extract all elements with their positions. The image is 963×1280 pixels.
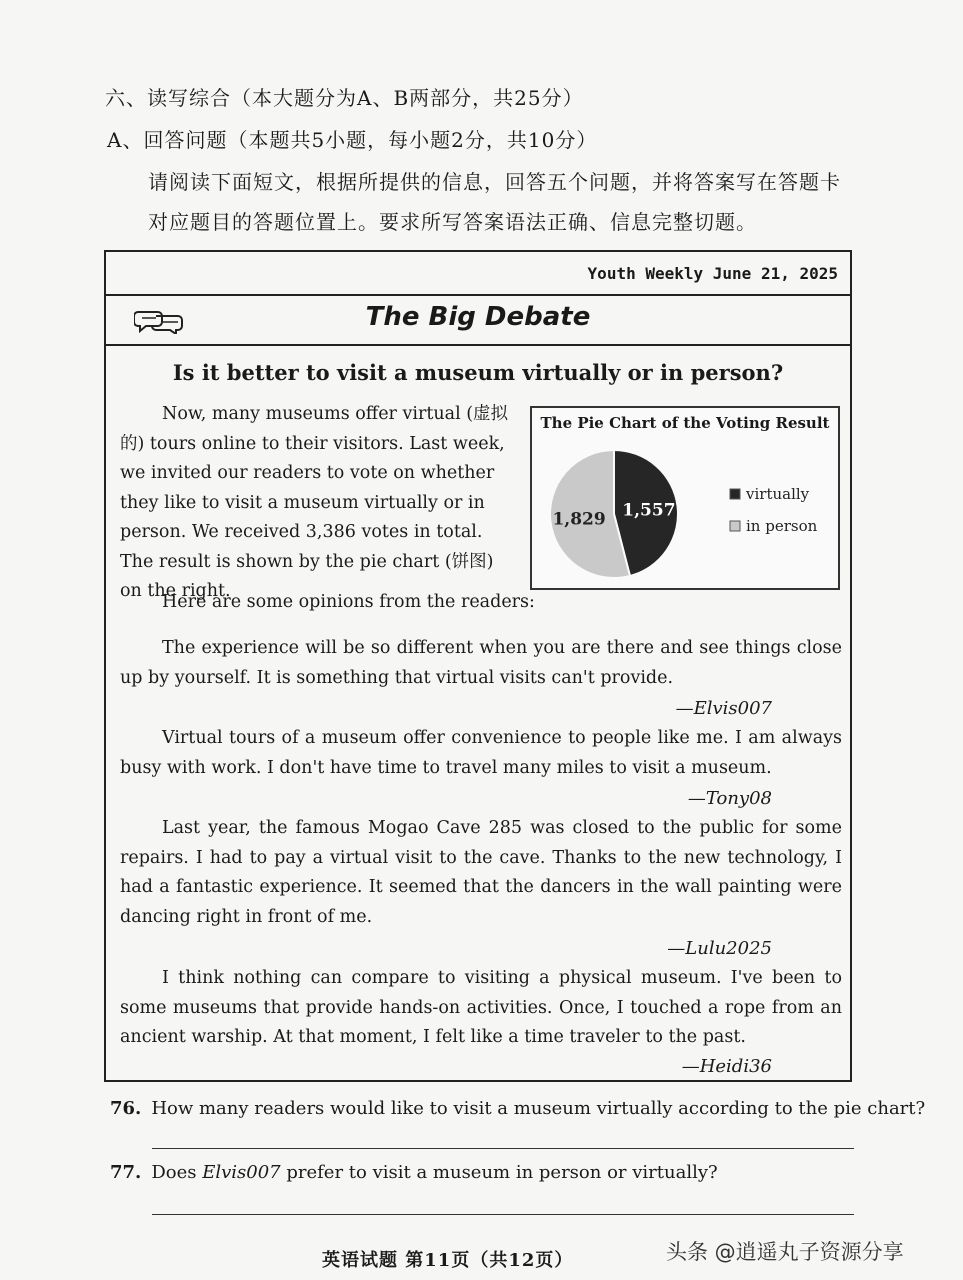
legend-swatch [730,521,740,531]
opinion-author: —Heidi36 [681,1056,772,1077]
question-number: 77. [110,1162,142,1183]
answer-line-76[interactable] [152,1148,854,1149]
legend-label: virtually [746,485,810,503]
instruction-line-1: 请阅读下面短文，根据所提供的信息，回答五个问题，并将答案写在答题卡 [148,170,841,194]
divider [106,344,850,346]
opinion-author: —Lulu2025 [667,938,772,959]
opinion-text: The experience will be so different when you are there and see things close up by yourself. It is something that virtual visits can't provide. [120,638,842,688]
question-number: 76. [110,1098,142,1119]
page-footer: 英语试题 第11页（共12页） [322,1250,574,1271]
opinion-text: Virtual tours of a museum offer convenience to people like me. I am always busy with work. I don't have time to travel many miles to visit a museum. [120,728,842,778]
divider [106,294,850,296]
chart-title: The Pie Chart of the Voting Result [540,414,830,432]
opinion-author: —Tony08 [687,788,772,809]
pie-value-label: 1,829 [552,509,606,530]
masthead: Youth Weekly June 21, 2025 [587,264,838,283]
question-text: Does [151,1162,203,1183]
opinion-text: I think nothing can compare to visiting a physical museum. I've been to some museums that provide hands-on activities. Once, I touched a rope from an ancient warship. At that moment, I felt like a time traveler to the past. [120,968,842,1048]
article-box [104,250,852,1082]
pie-chart-svg [532,408,838,588]
debate-question: Is it better to visit a museum virtually or in person? [172,360,784,385]
answer-line-77[interactable] [152,1214,854,1215]
legend-label: in person [746,517,818,535]
instruction-line-2: 对应题目的答题位置上。要求所写答案语法正确、信息完整切题。 [148,210,757,234]
question-text: prefer to visit a museum in person or virtually? [280,1162,718,1183]
pie-chart [530,406,840,590]
legend-swatch [730,489,740,499]
part-title: A、回答问题（本题共5小题，每小题2分，共10分） [107,128,598,152]
opinions-lead: Here are some opinions from the readers: [162,592,535,612]
question-77 [110,1162,718,1183]
watermark: 头条 @逍遥丸子资源分享 [666,1240,904,1264]
banner-title: The Big Debate [365,302,591,332]
question-text: How many readers would like to visit a museum virtually according to the pie chart? [151,1098,926,1119]
section-title: 六、读写综合（本大题分为A、B两部分，共25分） [105,86,584,110]
opinion-author: —Elvis007 [675,698,772,719]
opinion-text: Last year, the famous Mogao Cave 285 was closed to the public for some repairs. I had to pay a virtual visit to the cave. Thanks to the new technology, I had a fantastic experience. It seemed that the dancers in the wall painting were dancing right in front of me. [120,818,842,928]
pie-value-label: 1,557 [622,500,676,521]
intro-paragraph: Now, many museums offer virtual (虚拟的) tours online to their visitors. Last week, we invited our readers to vote on whether they like to visit a museum virtually or in person. We received 3,386 votes in total. The result is shown by the pie chart (饼图) on the right. [120,404,509,601]
question-name: Elvis007 [202,1162,281,1183]
question-76 [110,1098,925,1119]
